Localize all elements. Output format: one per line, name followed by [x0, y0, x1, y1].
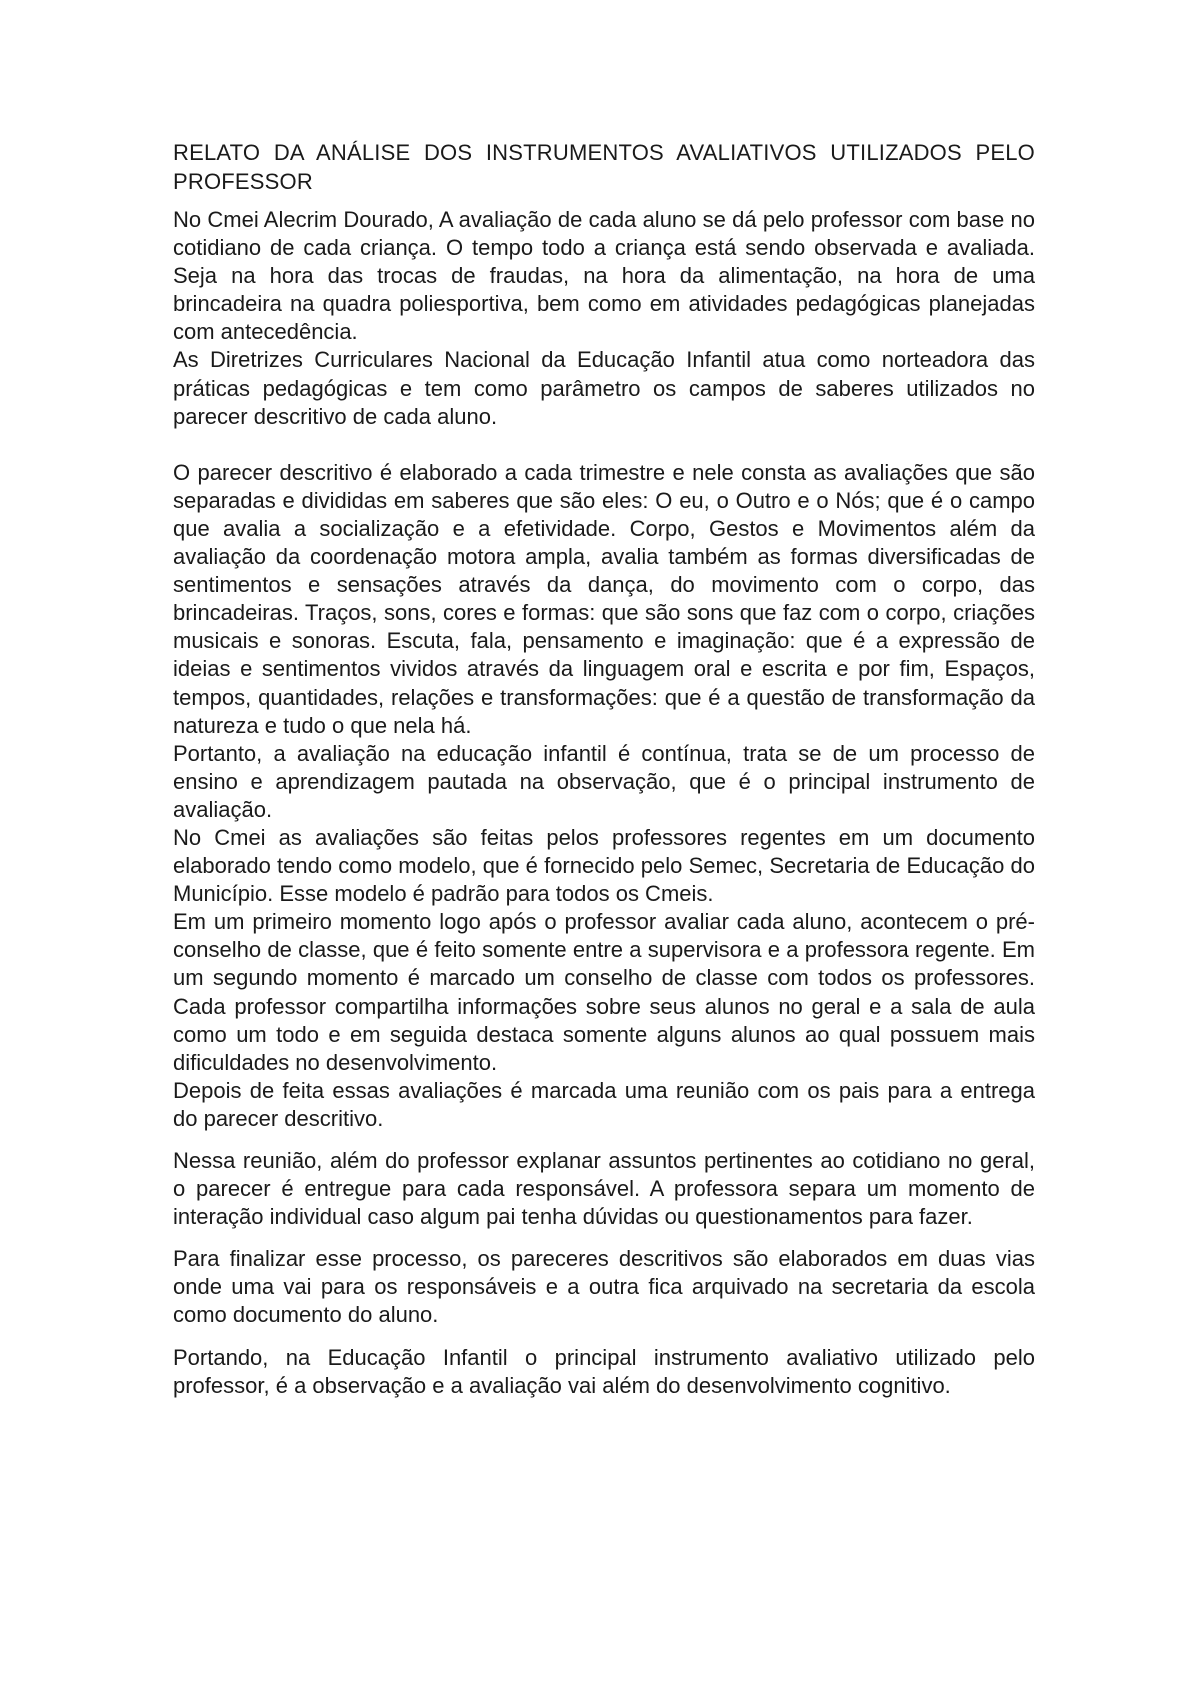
paragraph-conselho-classe: Em um primeiro momento logo após o professor avaliar cada aluno, acontecem o pré-conselho de classe, que é feito somente entre a supervisora e a professora regente. Em um segundo momento é marcado um conselho de classe com todos os professores. Cada professor compartilha informações sobre seus alunos no geral e a sala de aula como um todo e em seguida destaca somente alguns alunos ao qual possuem mais dificuldades no desenvolvimento. [173, 909, 1035, 1075]
paragraph-cmei-avaliacao: No Cmei Alecrim Dourado, A avaliação de cada aluno se dá pelo professor com base no cotidiano de cada criança. O tempo todo a criança está sendo observada e avaliada. Seja na hora das trocas de fraudas, na hora da alimentação, na hora de uma brincadeira na quadra poliesportiva, bem como em atividades pedagógicas planejadas com antecedência. [173, 207, 1035, 345]
paragraph-avaliacao-continua: Portanto, a avaliação na educação infantil é contínua, trata se de um processo de ensino e aprendizagem pautada na observação, que é o principal instrumento de avaliação. [173, 740, 1035, 822]
document-title: RELATO DA ANÁLISE DOS INSTRUMENTOS AVALIATIVOS UTILIZADOS PELO PROFESSOR [173, 140, 1035, 194]
blank-line [173, 431, 1035, 459]
paragraph-finalizar-processo: Para finalizar esse processo, os pareceres descritivos são elaborados em duas vias onde uma vai para os responsáveis e a outra fica arquivado na secretaria da escola como documento do aluno. [173, 1246, 1035, 1328]
document-page [173, 139, 1035, 1400]
paragraph-conclusao: Portando, na Educação Infantil o principal instrumento avaliativo utilizado pelo professor, é a observação e a avaliação vai além do desenvolvimento cognitivo. [173, 1344, 1035, 1398]
paragraph-diretrizes: As Diretrizes Curriculares Nacional da Educação Infantil atua como norteadora das práticas pedagógicas e tem como parâmetro os campos de saberes utilizados no parecer descritivo de cada aluno. [173, 347, 1035, 429]
paragraph-reuniao-pais: Depois de feita essas avaliações é marcada uma reunião com os pais para a entrega do parecer descritivo. [173, 1077, 1035, 1131]
paragraph-parecer-descritivo: O parecer descritivo é elaborado a cada trimestre e nele consta as avaliações que são separadas e divididas em saberes que são eles: O eu, o Outro e o Nós; que é o campo que avalia a socialização e a efetividade. Corpo, Gestos e Movimentos além da avaliação da coordenação motora ampla, avalia também as formas diversificadas de sentimentos e sensações através da dança, do movimento com o corpo, das brincadeiras. Traços, sons, cores e formas: que são sons que faz com o corpo, criações musicais e sonoras. Escuta, fala, pensamento e imaginação: que é a expressão de ideias e sentimentos vividos através da linguagem oral e escrita e por fim, Espaços, tempos, quantidades, relações e transformações: que é a questão de transformação da natureza e tudo o que nela há. [173, 459, 1035, 738]
paragraph-nessa-reuniao: Nessa reunião, além do professor explanar assuntos pertinentes ao cotidiano no geral, o parecer é entregue para cada responsável. A professora separa um momento de interação individual caso algum pai tenha dúvidas ou questionamentos para fazer. [173, 1148, 1035, 1230]
paragraph-documento-semec: No Cmei as avaliações são feitas pelos professores regentes em um documento elaborado tendo como modelo, que é fornecido pelo Semec, Secretaria de Educação do Município. Esse modelo é padrão para todos os Cmeis. [173, 824, 1035, 907]
